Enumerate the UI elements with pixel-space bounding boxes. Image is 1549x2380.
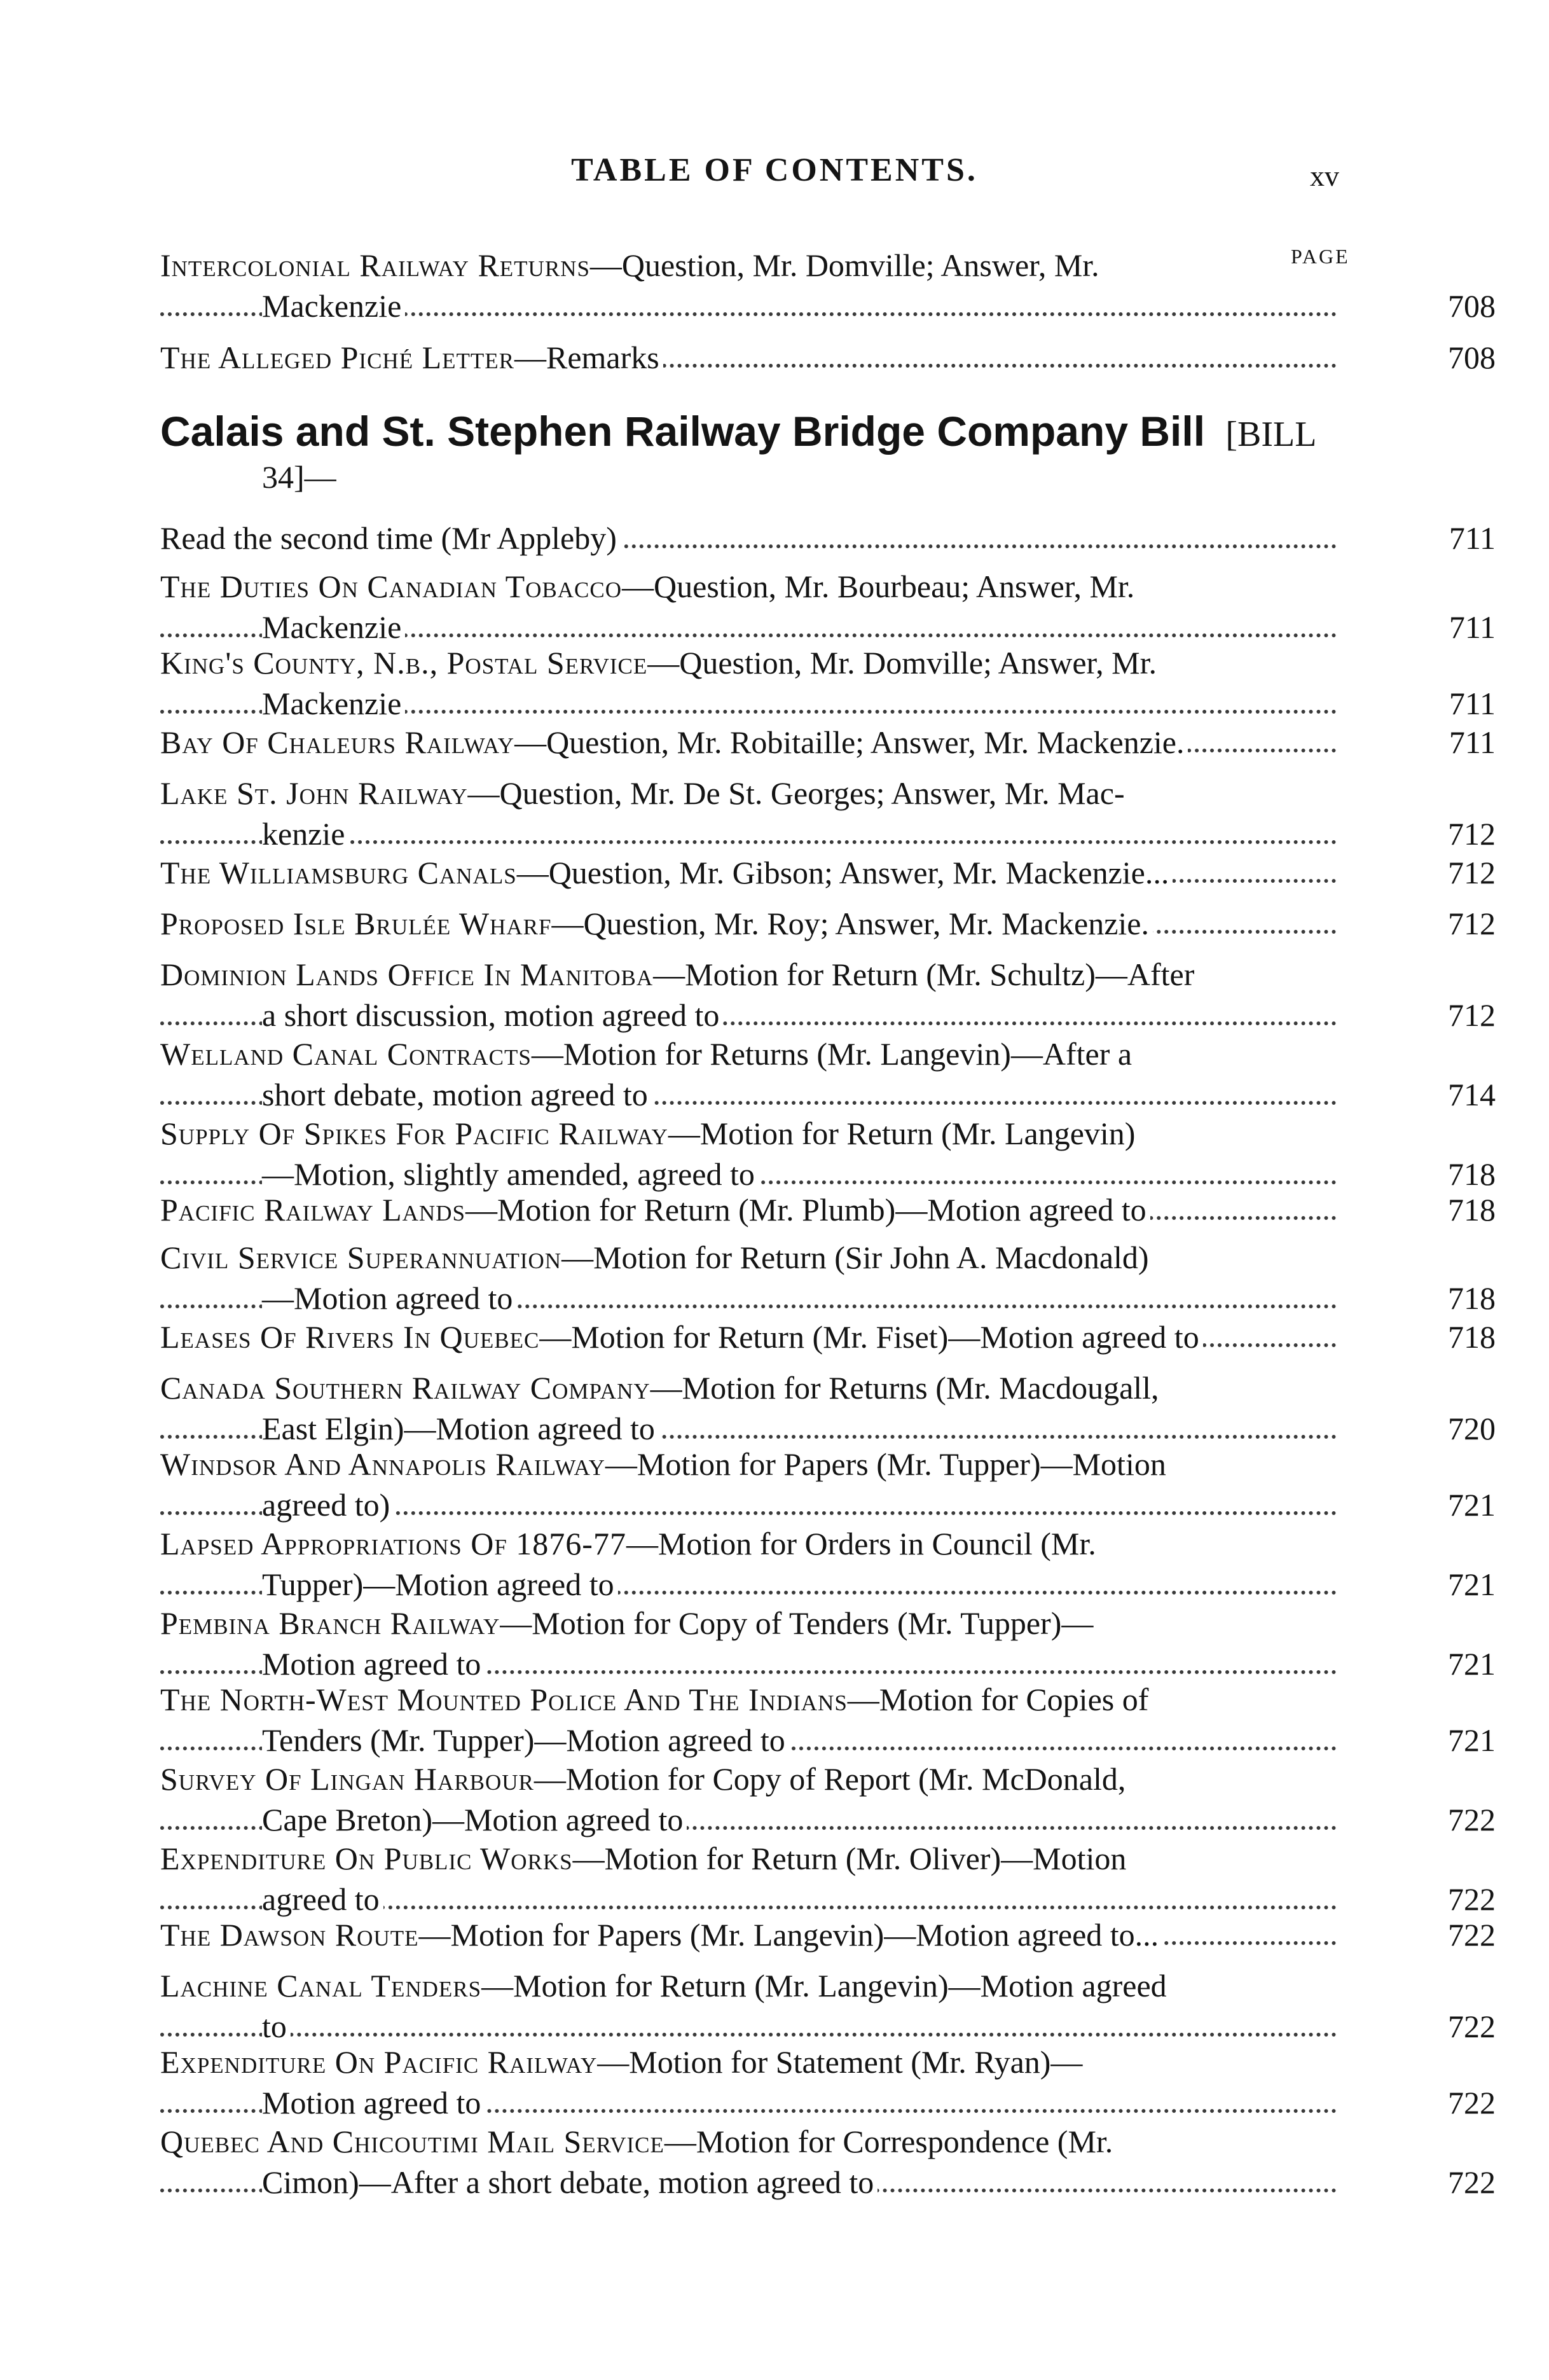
- toc-entry-subject: The Duties On Canadian Tobacco: [160, 569, 623, 604]
- toc-entry-line: [160, 954, 1337, 995]
- toc-entry-page: 712: [1448, 816, 1496, 852]
- toc-entry-text: Motion agreed to: [262, 2085, 485, 2121]
- toc-entry-subject: Quebec And Chicoutimi Mail Service: [160, 2124, 664, 2159]
- toc-entry-subject: Survey Of Lingan Harbour: [160, 1761, 534, 1797]
- toc-entry-page: 711: [1449, 520, 1496, 556]
- toc-entry-line: [160, 1759, 1337, 1799]
- toc-entry-text: to: [262, 2009, 291, 2044]
- toc-entry-final-line: [160, 2006, 1496, 2047]
- toc-entry-text: Tupper)—Motion agreed to: [262, 1567, 618, 1602]
- toc-entry-page: 718: [1448, 1319, 1496, 1355]
- toc-entry-page: 722: [1448, 1802, 1496, 1837]
- toc-entry-text: Mackenzie: [262, 609, 405, 645]
- toc-entry-final-line: [160, 1408, 1496, 1449]
- toc-entry: [160, 1189, 1496, 1230]
- toc-entry-final-line: [160, 1799, 1496, 1840]
- toc-entry-text: Welland Canal Contracts—Motion for Returns (Mr. Langevin)—After a: [160, 1036, 1136, 1072]
- toc-entry-final-line: [160, 286, 1496, 326]
- toc-entry-subject: Pacific Railway Lands: [160, 1192, 465, 1228]
- toc-entry-text: Civil Service Superannuation—Motion for Return (Sir John A. Macdonald): [160, 1240, 1153, 1275]
- toc-entry-subject: Proposed Isle Brulée Wharf: [160, 906, 552, 941]
- toc-entry: [160, 1113, 1496, 1194]
- page-column-header: PAGE: [1291, 245, 1350, 268]
- bill-reference-continued: 34]—: [262, 459, 336, 495]
- toc-entry-text: The North-West Mounted Police And The Indians—Motion for Copies of: [160, 1682, 1152, 1717]
- toc-entry-text: Canada Southern Railway Company—Motion for Returns (Mr. Macdougall,: [160, 1370, 1163, 1406]
- toc-entry-text: The Alleged Piché Letter—Remarks: [160, 340, 663, 375]
- toc-entry-text: Tenders (Mr. Tupper)—Motion agreed to: [262, 1722, 789, 1758]
- toc-entry-text: agreed to: [262, 1881, 383, 1917]
- toc-entry: [160, 1914, 1496, 1955]
- toc-entry-subject: Leases Of Rivers In Quebec: [160, 1319, 540, 1355]
- toc-entry-page: 721: [1448, 1487, 1496, 1523]
- toc-entry-text: Expenditure On Public Works—Motion for Return (Mr. Oliver)—Motion: [160, 1841, 1130, 1876]
- toc-entry-page: 718: [1448, 1192, 1496, 1228]
- toc-entry: [160, 337, 1496, 378]
- toc-entry-page: 722: [1448, 1917, 1496, 1953]
- toc-entry-subject: Welland Canal Contracts: [160, 1036, 532, 1072]
- toc-entry-text: Expenditure On Pacific Railway—Motion for Statement (Mr. Ryan)—: [160, 2044, 1086, 2080]
- toc-entry: [160, 1444, 1496, 1525]
- toc-entry-line: [160, 1367, 1337, 1408]
- toc-entry-page: 721: [1448, 1722, 1496, 1758]
- toc-entry-page: 708: [1448, 288, 1496, 324]
- toc-entry-text: Read the second time (Mr Appleby): [160, 520, 621, 556]
- toc-entry-page: 718: [1448, 1156, 1496, 1192]
- toc-entry-text: The Dawson Route—Motion for Papers (Mr. Langevin)—Motion agreed to...: [160, 1917, 1162, 1953]
- toc-entry-subject: The North-West Mounted Police And The Indians: [160, 1682, 848, 1717]
- toc-entry-page: 721: [1448, 1646, 1496, 1682]
- toc-entry-final-line: [160, 1564, 1496, 1605]
- toc-entry-line: [160, 773, 1337, 813]
- toc-entry-page: 708: [1448, 340, 1496, 375]
- toc-entry-subject: Pembina Branch Railway: [160, 1605, 500, 1641]
- toc-entry: [160, 1367, 1496, 1449]
- toc-entry-final-line: [160, 1278, 1496, 1318]
- toc-entry-subject: The Dawson Route: [160, 1917, 419, 1953]
- toc-entry-text: Quebec And Chicoutimi Mail Service—Motion for Correspondence (Mr.: [160, 2124, 1117, 2159]
- toc-entry: [160, 642, 1496, 724]
- toc-entry-final-line: [160, 1189, 1496, 1230]
- toc-entry: [160, 566, 1496, 647]
- toc-entry: [160, 1965, 1496, 2047]
- toc-entry-final-line: [160, 722, 1496, 763]
- toc-entry-final-line: [160, 518, 1496, 558]
- toc-entry-text: East Elgin)—Motion agreed to: [262, 1411, 659, 1446]
- toc-entry-line: [160, 2042, 1337, 2082]
- bill-title: Calais and St. Stephen Railway Bridge Company Bill: [160, 408, 1206, 455]
- toc-entry-final-line: [160, 2162, 1496, 2203]
- toc-entry-subject: Lake St. John Railway: [160, 775, 468, 811]
- toc-entry-page: 712: [1448, 906, 1496, 941]
- toc-entry-final-line: [160, 1484, 1496, 1525]
- toc-entry-page: 712: [1448, 997, 1496, 1033]
- toc-entry-subject: Expenditure On Public Works: [160, 1841, 573, 1876]
- toc-entry-final-line: [160, 607, 1496, 647]
- toc-entry-text: Motion agreed to: [262, 1646, 485, 1682]
- toc-entry-subject: The Williamsburg Canals: [160, 855, 517, 890]
- toc-entry-page: 714: [1448, 1077, 1496, 1112]
- toc-entry-subject: Lachine Canal Tenders: [160, 1968, 482, 2003]
- toc-entry-page: 718: [1448, 1280, 1496, 1316]
- toc-entry-subject: Windsor And Annapolis Railway: [160, 1446, 605, 1482]
- toc-entry-text: King's County, N.b., Postal Service—Question, Mr. Domville; Answer, Mr.: [160, 645, 1160, 681]
- toc-entry-final-line: [160, 1914, 1496, 1955]
- toc-entry-line: [160, 1603, 1337, 1643]
- toc-entry-text: Mackenzie: [262, 686, 405, 721]
- toc-entry-subject: Bay Of Chaleurs Railway: [160, 724, 515, 760]
- toc-entry: [160, 722, 1496, 763]
- toc-entry-text: Pacific Railway Lands—Motion for Return (Mr. Plumb)—Motion agreed to: [160, 1192, 1150, 1228]
- toc-entry-text: Lake St. John Railway—Question, Mr. De St. Georges; Answer, Mr. Mac-: [160, 775, 1129, 811]
- toc-entry: [160, 1603, 1496, 1684]
- toc-entry-text: a short discussion, motion agreed to: [262, 997, 723, 1033]
- toc-entry: [160, 1523, 1496, 1605]
- toc-entry-text: —Motion, slightly amended, agreed to: [262, 1156, 759, 1192]
- toc-entry: [160, 245, 1496, 326]
- toc-entry: [160, 852, 1496, 893]
- toc-entry-text: —Motion agreed to: [262, 1280, 516, 1316]
- toc-entry-text: Cape Breton)—Motion agreed to: [262, 1802, 687, 1837]
- toc-entry-subject: Intercolonial Railway Returns: [160, 247, 590, 283]
- toc-entry-line: [160, 1523, 1337, 1564]
- bill-heading: [160, 407, 1337, 459]
- toc-entry-page: 711: [1449, 724, 1496, 760]
- toc-entry-final-line: [160, 337, 1496, 378]
- toc-entry-text: Windsor And Annapolis Railway—Motion for Papers (Mr. Tupper)—Motion: [160, 1446, 1170, 1482]
- toc-entry-text: Cimon)—After a short debate, motion agreed to: [262, 2164, 878, 2200]
- toc-entry-final-line: [160, 1154, 1496, 1194]
- toc-entry-subject: Supply Of Spikes For Pacific Railway: [160, 1116, 668, 1151]
- toc-entry-final-line: [160, 1317, 1496, 1357]
- toc-entry: [160, 2121, 1496, 2203]
- toc-entry: [160, 2042, 1496, 2123]
- toc-entry-subject: The Alleged Piché Letter: [160, 340, 514, 375]
- toc-entry: [160, 518, 1496, 558]
- bill-reference: [BILL: [1225, 415, 1317, 454]
- toc-entry-subject: Dominion Lands Office In Manitoba: [160, 957, 654, 992]
- toc-entry-page: 720: [1448, 1411, 1496, 1446]
- toc-entry-subject: Canada Southern Railway Company: [160, 1370, 651, 1406]
- toc-entry-text: The Duties On Canadian Tobacco—Question, Mr. Bourbeau; Answer, Mr.: [160, 569, 1138, 604]
- toc-entry-text: Lapsed Appropriations Of 1876-77—Motion for Orders in Council (Mr.: [160, 1526, 1100, 1561]
- toc-entry-line: [160, 1237, 1337, 1278]
- toc-entry-page: 712: [1448, 855, 1496, 890]
- toc-entry-line: [160, 1838, 1337, 1879]
- toc-entry-text: Survey Of Lingan Harbour—Motion for Copy of Report (Mr. McDonald,: [160, 1761, 1129, 1797]
- toc-entry-final-line: [160, 903, 1496, 944]
- toc-entry-final-line: [160, 1720, 1496, 1761]
- toc-entry-text: Intercolonial Railway Returns—Question, Mr. Domville; Answer, Mr.: [160, 247, 1103, 283]
- toc-entry-final-line: [160, 852, 1496, 893]
- toc-entry-line: [160, 1965, 1337, 2006]
- toc-entry-line: [160, 2121, 1337, 2162]
- toc-entry-subject: Lapsed Appropriations Of 1876-77: [160, 1526, 626, 1561]
- toc-entry-final-line: [160, 813, 1496, 854]
- toc-entry-line: [160, 245, 1337, 286]
- toc-entry: [160, 1237, 1496, 1318]
- toc-entry-final-line: [160, 2082, 1496, 2123]
- toc-entry: [160, 773, 1496, 854]
- toc-entry-text: kenzie: [262, 816, 348, 852]
- toc-entry-page: 711: [1449, 609, 1496, 645]
- toc-entry-final-line: [160, 1879, 1496, 1920]
- toc-entry-text: short debate, motion agreed to: [262, 1077, 652, 1112]
- toc-entry-line: [160, 1034, 1337, 1074]
- toc-entry-line: [160, 1113, 1337, 1154]
- toc-entry: [160, 1034, 1496, 1115]
- toc-entry: [160, 1317, 1496, 1357]
- toc-entry: [160, 903, 1496, 944]
- toc-entry-subject: Civil Service Superannuation: [160, 1240, 562, 1275]
- toc-entry-page: 711: [1449, 686, 1496, 721]
- page-number: xv: [1310, 160, 1339, 192]
- toc-entry-text: Lachine Canal Tenders—Motion for Return (Mr. Langevin)—Motion agreed: [160, 1968, 1171, 2003]
- toc-entry-final-line: [160, 995, 1496, 1035]
- toc-entry-text: Proposed Isle Brulée Wharf—Question, Mr. Roy; Answer, Mr. Mackenzie.: [160, 906, 1153, 941]
- toc-entry-subject: King's County, N.b., Postal Service: [160, 645, 648, 681]
- toc-entry-text: Supply Of Spikes For Pacific Railway—Motion for Return (Mr. Langevin): [160, 1116, 1139, 1151]
- toc-entry-page: 722: [1448, 2164, 1496, 2200]
- toc-entry-page: 721: [1448, 1567, 1496, 1602]
- running-title: TABLE OF CONTENTS.: [571, 152, 978, 188]
- toc-entry-text: Mackenzie: [262, 288, 405, 324]
- toc-entry: [160, 1838, 1496, 1920]
- toc-entry-text: The Williamsburg Canals—Question, Mr. Gibson; Answer, Mr. Mackenzie...: [160, 855, 1173, 890]
- toc-entry-final-line: [160, 683, 1496, 724]
- toc-entry-text: Leases Of Rivers In Quebec—Motion for Return (Mr. Fiset)—Motion agreed to: [160, 1319, 1203, 1355]
- toc-entry-text: agreed to): [262, 1487, 394, 1523]
- toc-entry-line: [160, 1444, 1337, 1484]
- toc-entry: [160, 1759, 1496, 1840]
- toc-entry-subject: Expenditure On Pacific Railway: [160, 2044, 598, 2080]
- toc-entry-text: Pembina Branch Railway—Motion for Copy of Tenders (Mr. Tupper)—: [160, 1605, 1097, 1641]
- toc-entry-page: 722: [1448, 1881, 1496, 1917]
- toc-entry-page: 722: [1448, 2009, 1496, 2044]
- toc-entry-line: [160, 1679, 1337, 1720]
- toc-entry: [160, 954, 1496, 1035]
- toc-entry-page: 722: [1448, 2085, 1496, 2121]
- toc-entry: [160, 1679, 1496, 1761]
- toc-entry-final-line: [160, 1643, 1496, 1684]
- toc-entry-final-line: [160, 1074, 1496, 1115]
- toc-entry-text: Bay Of Chaleurs Railway—Question, Mr. Robitaille; Answer, Mr. Mackenzie.: [160, 724, 1188, 760]
- toc-entry-line: [160, 642, 1337, 683]
- toc-entry-line: [160, 566, 1337, 607]
- toc-entry-text: Dominion Lands Office In Manitoba—Motion for Return (Mr. Schultz)—After: [160, 957, 1198, 992]
